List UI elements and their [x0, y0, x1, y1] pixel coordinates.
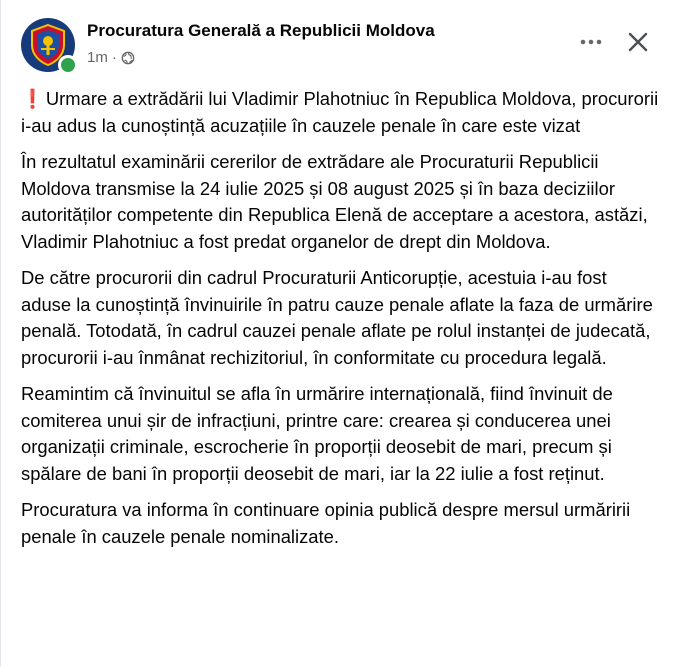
post-timestamp[interactable]: 1m [87, 49, 108, 66]
online-status-dot [58, 55, 78, 75]
post-paragraph: De către procurorii din cadrul Procuraturii Anticorupție, acestuia i-au fost aduse la cunoștință învinuirile în patru cauze penale aflate la faza de urmărire penală. Totodată, în cadrul cauzei penale aflate pe rolul instanței de judecată, procurorii i-au înmânat rechizitoriul, în conformitate cu procedura legală. [21, 267, 653, 368]
post-paragraph-text: Urmare a extrădării lui Vladimir Plahotniuc în Republica Moldova, procurorii i-au adus la cunoștință acuzațiile în cauzele penale în care este vizat [21, 88, 659, 136]
post-paragraph: Reamintim că învinuitul se afla în urmărire internațională, fiind învinuit de comiterea unui șir de infracțiuni, printre care: crearea și conducerea unei organizații criminale, escrocherie în proporții deosebit de mari, precum și spălare de bani în proporții deosebit de mari, iar la 22 iulie a fost reținut. [21, 383, 613, 484]
post-paragraph: În rezultatul examinării cererilor de extrădare ale Procuraturii Republicii Moldova transmise la 24 iulie 2025 și 08 august 2025 și în baza deciziilor autorităților competente din Republica Elenă de acceptare a acestora, astăzi, Vladimir Plahotniuc a fost predat organelor de drept din Moldova. [21, 151, 648, 252]
post-body [21, 86, 661, 560]
more-options-icon[interactable] [575, 26, 607, 58]
close-icon[interactable] [622, 26, 654, 58]
page-name-link[interactable]: Procuratura Generală a Republicii Moldova [87, 21, 435, 40]
post-meta [87, 49, 135, 66]
meta-separator: · [111, 49, 117, 66]
globe-icon[interactable] [121, 51, 135, 65]
red-exclamation-icon: ❗ [21, 88, 44, 109]
post-paragraph: Procuratura va informa în continuare opinia publică despre mersul urmăririi penale în cauzele penale nominalizate. [21, 499, 631, 547]
post-paragraph [21, 86, 661, 139]
